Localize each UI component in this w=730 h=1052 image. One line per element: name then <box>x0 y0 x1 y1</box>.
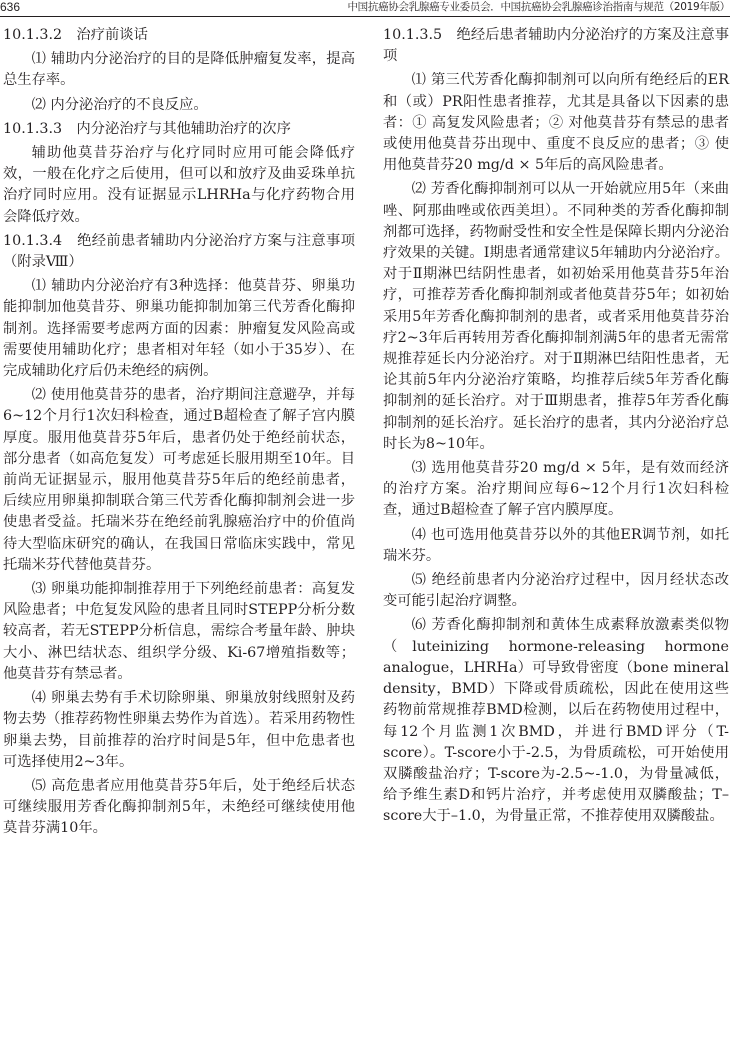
paragraph: ⑷ 卵巢去势有手术切除卵巢、卵巢放射线照射及药物去势（推荐药物性卵巢去势作为首选）。若采用药物性卵巢去势，目前推荐的治疗时间是5年，但中危患者也可选择使用2~3年。 <box>3 690 355 770</box>
running-title: 中国抗癌协会乳腺癌专业委员会．中国抗癌协会乳腺癌诊治指南与规范（2019年版） <box>347 1 730 13</box>
paragraph: ⑴ 辅助内分泌治疗有3种选择：他莫昔芬、卵巢功能抑制加他莫昔芬、卵巢功能抑制加第三代芳香化酶抑制剂。选择需要考虑两方面的因素：肿瘤复发风险高或需要使用辅助化疗；患者相对年轻（如小于35岁）、在完成辅助化疗后仍未绝经的病例。 <box>3 278 355 380</box>
paragraph: ⑶ 卵巢功能抑制推荐用于下列绝经前患者：高复发风险患者；中危复发风险的患者且同时STEPP分析分数较高者，若无STEPP分析信息，需综合考量年龄、肿块大小、淋巴结状态、组织学分级、Ki-67增殖指数等；他莫昔芬有禁忌者。 <box>3 581 355 682</box>
paragraph: ⑵ 内分泌治疗的不良反应。 <box>31 96 208 113</box>
paragraph: 辅助他莫昔芬治疗与化疗同时应用可能会降低疗效，一般在化疗之后使用，但可以和放疗及曲妥珠单抗治疗同时应用。没有证据显示LHRHa与化疗药物合用会降低疗效。 <box>3 145 355 225</box>
paragraph: ⑴ 第三代芳香化酶抑制剂可以向所有绝经后的ER和（或）PR阳性患者推荐，尤其是具备以下因素的患者：① 高复发风险患者；② 对他莫昔芬有禁忌的患者或使用他莫昔芬出现中、重度不良反应的患者；③ 使用他莫昔芬20 mg/d × 5年后的高风险患者。 <box>383 72 729 174</box>
paragraph: ⑴ 辅助内分泌治疗的目的是降低肿瘤复发率，提高总生存率。 <box>3 51 355 89</box>
paragraph: ⑵ 芳香化酶抑制剂可以从一开始就应用5年（来曲唑、阿那曲唑或依西美坦）。不同种类的芳香化酶抑制剂都可选择，药物耐受性和安全性是保障长期内分泌治疗效果的关键。Ⅰ期患者通常建议5年辅助内分泌治疗。对于Ⅱ期淋巴结阴性患者，如初始采用他莫昔芬5年治疗，可推荐芳香化酶抑制剂或者他莫昔芬5年；如初始采用5年芳香化酶抑制剂的患者，或者采用他莫昔芬治疗2~3年后再转用芳香化酶抑制剂满5年的患者无需常规推荐延长内分泌治疗。对于Ⅱ期淋巴结阳性患者，无论其前5年内分泌治疗策略，均推荐后续5年芳香化酶抑制剂的延长治疗。对于Ⅲ期患者，推荐5年芳香化酶抑制剂的延长治疗。延长治疗的患者，其内分泌治疗总时长为8~10年。 <box>383 181 729 452</box>
right-column <box>383 25 729 831</box>
paragraph: ⑹ 芳香化酶抑制剂和黄体生成素释放激素类似物（luteinizing hormone-releasing hormone analogue，LHRHa）可导致骨密度（bone mineral density，BMD）下降或骨质疏松，因此在使用这些药物前常规推荐BMD检测，以后在药物使用过程中，每12个月监测1次BMD，并进行BMD评分（T-score）。T-score小于-2.5，为骨质疏松，可开始使用双膦酸盐治疗；T-score为-2.5~-1.0，为骨量减低，给予维生素D和钙片治疗，并考虑使用双膦酸盐；T–score大于–1.0，为骨量正常，不推荐使用双膦酸盐。 <box>383 617 729 825</box>
section-heading: 10.1.3.3 内分泌治疗与其他辅助治疗的次序 <box>3 120 291 137</box>
section-heading: 10.1.3.5 绝经后患者辅助内分泌治疗的方案及注意事项 <box>383 27 729 65</box>
page-number: 636 <box>0 0 21 14</box>
section-heading: 10.1.3.4 绝经前患者辅助内分泌治疗方案与注意事项（附录Ⅷ） <box>3 232 355 271</box>
paragraph: ⑶ 选用他莫昔芬20 mg/d × 5年，是有效而经济的治疗方案。治疗期间应每6~12个月行1次妇科检查，通过B超检查了解子宫内膜厚度。 <box>383 460 729 519</box>
paragraph: ⑸ 绝经前患者内分泌治疗过程中，因月经状态改变可能引起治疗调整。 <box>383 572 729 610</box>
paragraph: ⑵ 使用他莫昔芬的患者，治疗期间注意避孕，并每6~12个月行1次妇科检查，通过B超检查了解子宫内膜厚度。服用他莫昔芬5年后，患者仍处于绝经前状态，部分患者（如高危复发）可考虑延长服用期至10年。目前尚无证据显示，服用他莫昔芬5年后的绝经前患者，后续应用卵巢抑制联合第三代芳香化酶抑制剂会进一步使患者受益。托瑞米芬在绝经前乳腺癌治疗中的价值尚待大型临床研究的确认，在我国日常临床实践中，常见托瑞米芬代替他莫昔芬。 <box>3 387 355 573</box>
paragraph: ⑷ 也可选用他莫昔芬以外的其他ER调节剂，如托瑞米芬。 <box>383 526 729 564</box>
section-heading: 10.1.3.2 治疗前谈话 <box>3 27 148 43</box>
page-header <box>0 0 730 17</box>
paragraph: ⑸ 高危患者应用他莫昔芬5年后，处于绝经后状态可继续服用芳香化酶抑制剂5年，未绝经可继续使用他莫昔芬满10年。 <box>3 777 355 837</box>
left-column <box>3 25 355 843</box>
